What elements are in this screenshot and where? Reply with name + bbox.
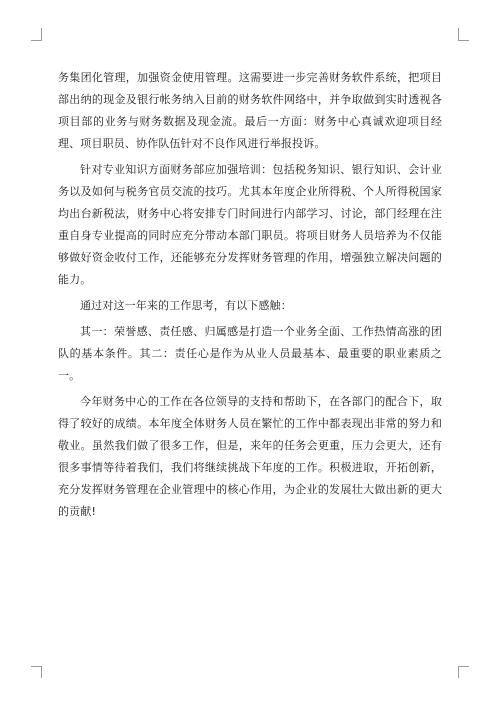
body-text [58, 67, 442, 523]
paragraph: 通过对这一年来的工作思考，有以下感触： [80, 299, 292, 312]
crop-mark-top-right-v [458, 28, 459, 40]
crop-mark-top-left-v [41, 28, 42, 40]
paragraph: 今年财务中心的工作在各位领导的支持和帮助下，在各部门的配合下，取得了较好的成绩。本年度全体财务人员在繁忙的工作中都表现出非常的努力和敬业。虽然我们做了很多工作，但是，来年的任务会更重，压力会更大，还有很多事情等待着我们，我们将继续挑战下年度的工作。积极进取，开拓创新，充分发挥财务管理在企业管理中的核心作用，为企业的发展壮大做出新的更大的贡献! [58, 395, 442, 518]
crop-mark-top-left-h [31, 40, 42, 41]
crop-mark-bottom-right-h [458, 666, 469, 667]
crop-mark-bottom-right-v [458, 666, 459, 678]
crop-mark-top-right-h [458, 40, 469, 41]
paragraph: 务集团化管理，加强资金使用管理。这需要进一步完善财务软件系统，把项目部出纳的现金及银行帐务纳入目前的财务软件网络中，并争取做到实时透视各项目部的业务与财务数据及现金流。最后一方面：财务中心真诚欢迎项目经理、项目职员、协作队伍针对不良作风进行举报投诉。 [58, 71, 442, 150]
paragraph: 其一：荣誉感、责任感、归属感是打造一个业务全面、工作热情高涨的团队的基本条件。其二：责任心是作为从业人员最基本、最重要的职业素质之一。 [58, 325, 442, 382]
crop-mark-bottom-left-v [41, 666, 42, 678]
paragraph: 针对专业知识方面财务部应加强培训：包括税务知识、银行知识、会计业务以及如何与税务官员交流的技巧。尤其本年度企业所得税、个人所得税国家均出台新税法，财务中心将安排专门时间进行内部学习、讨论，部门经理在注重自身专业提高的同时应充分带动本部门职员。将项目财务人员培养为不仅能够做好资金收付工作，还能够充分发挥财务管理的作用，增强独立解决问题的能力。 [58, 163, 442, 286]
